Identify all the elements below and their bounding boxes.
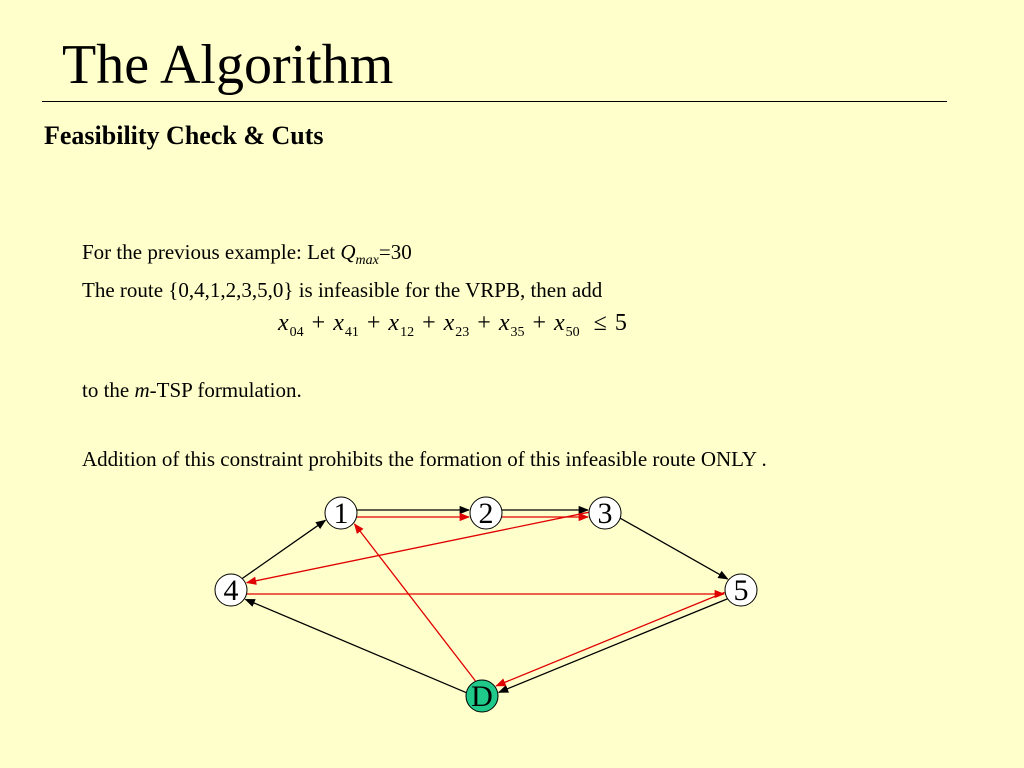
node-label: D bbox=[471, 680, 493, 713]
formula-var: x bbox=[333, 310, 344, 336]
node-label: 4 bbox=[223, 574, 239, 607]
formula-plus: + bbox=[366, 310, 381, 336]
node-1 bbox=[325, 497, 357, 530]
node-2 bbox=[470, 497, 502, 530]
edge-3-5 bbox=[620, 518, 727, 579]
edge-D-4 bbox=[245, 599, 466, 692]
formula-plus: + bbox=[477, 310, 491, 336]
intro-suffix: =30 bbox=[378, 240, 412, 264]
node-5 bbox=[725, 574, 757, 607]
node-4 bbox=[215, 574, 247, 607]
route-statement: The route {0,4,1,2,3,5,0} is infeasible for the VRPB, then add bbox=[82, 278, 603, 302]
m-variable: m bbox=[134, 378, 150, 402]
formula-sub: 23 bbox=[455, 325, 470, 340]
formula-rhs: 5 bbox=[614, 310, 627, 336]
q-variable: Q bbox=[340, 240, 356, 264]
edge-5-D bbox=[499, 599, 727, 693]
node-label: 1 bbox=[333, 497, 349, 530]
node-label: 5 bbox=[733, 574, 749, 607]
formula-plus: + bbox=[311, 310, 326, 336]
formula-var: x bbox=[278, 310, 289, 336]
formula-var: x bbox=[388, 310, 400, 336]
formulation-suffix: -TSP formulation. bbox=[149, 378, 302, 402]
intro-prefix: For the previous example: Let bbox=[82, 240, 341, 264]
formula-relation: ≤ bbox=[593, 310, 607, 336]
formula-var: x bbox=[498, 310, 510, 336]
node-label: 3 bbox=[597, 497, 613, 530]
formula-sub: 41 bbox=[344, 325, 359, 340]
formula-sub: 12 bbox=[400, 325, 415, 340]
formula-plus: + bbox=[532, 310, 547, 336]
route-edge-5-D bbox=[496, 592, 724, 686]
q-subscript: max bbox=[355, 253, 379, 268]
formula-sub: 50 bbox=[565, 325, 580, 340]
node-label: 2 bbox=[478, 497, 494, 530]
node-D bbox=[466, 680, 498, 713]
node-3 bbox=[589, 497, 621, 530]
formula-var: x bbox=[554, 310, 565, 336]
route-edge-3-4 bbox=[247, 512, 589, 582]
formula-sub: 04 bbox=[289, 325, 304, 340]
conclusion-line: Addition of this constraint prohibits the formation of this infeasible route ONLY . bbox=[82, 447, 767, 471]
formula-sub: 35 bbox=[510, 325, 525, 340]
formula-plus: + bbox=[422, 310, 436, 336]
slide-title: The Algorithm bbox=[62, 34, 394, 96]
formulation-prefix: to the bbox=[82, 378, 135, 402]
formula-var: x bbox=[443, 310, 455, 336]
slide-subtitle: Feasibility Check & Cuts bbox=[44, 121, 324, 150]
